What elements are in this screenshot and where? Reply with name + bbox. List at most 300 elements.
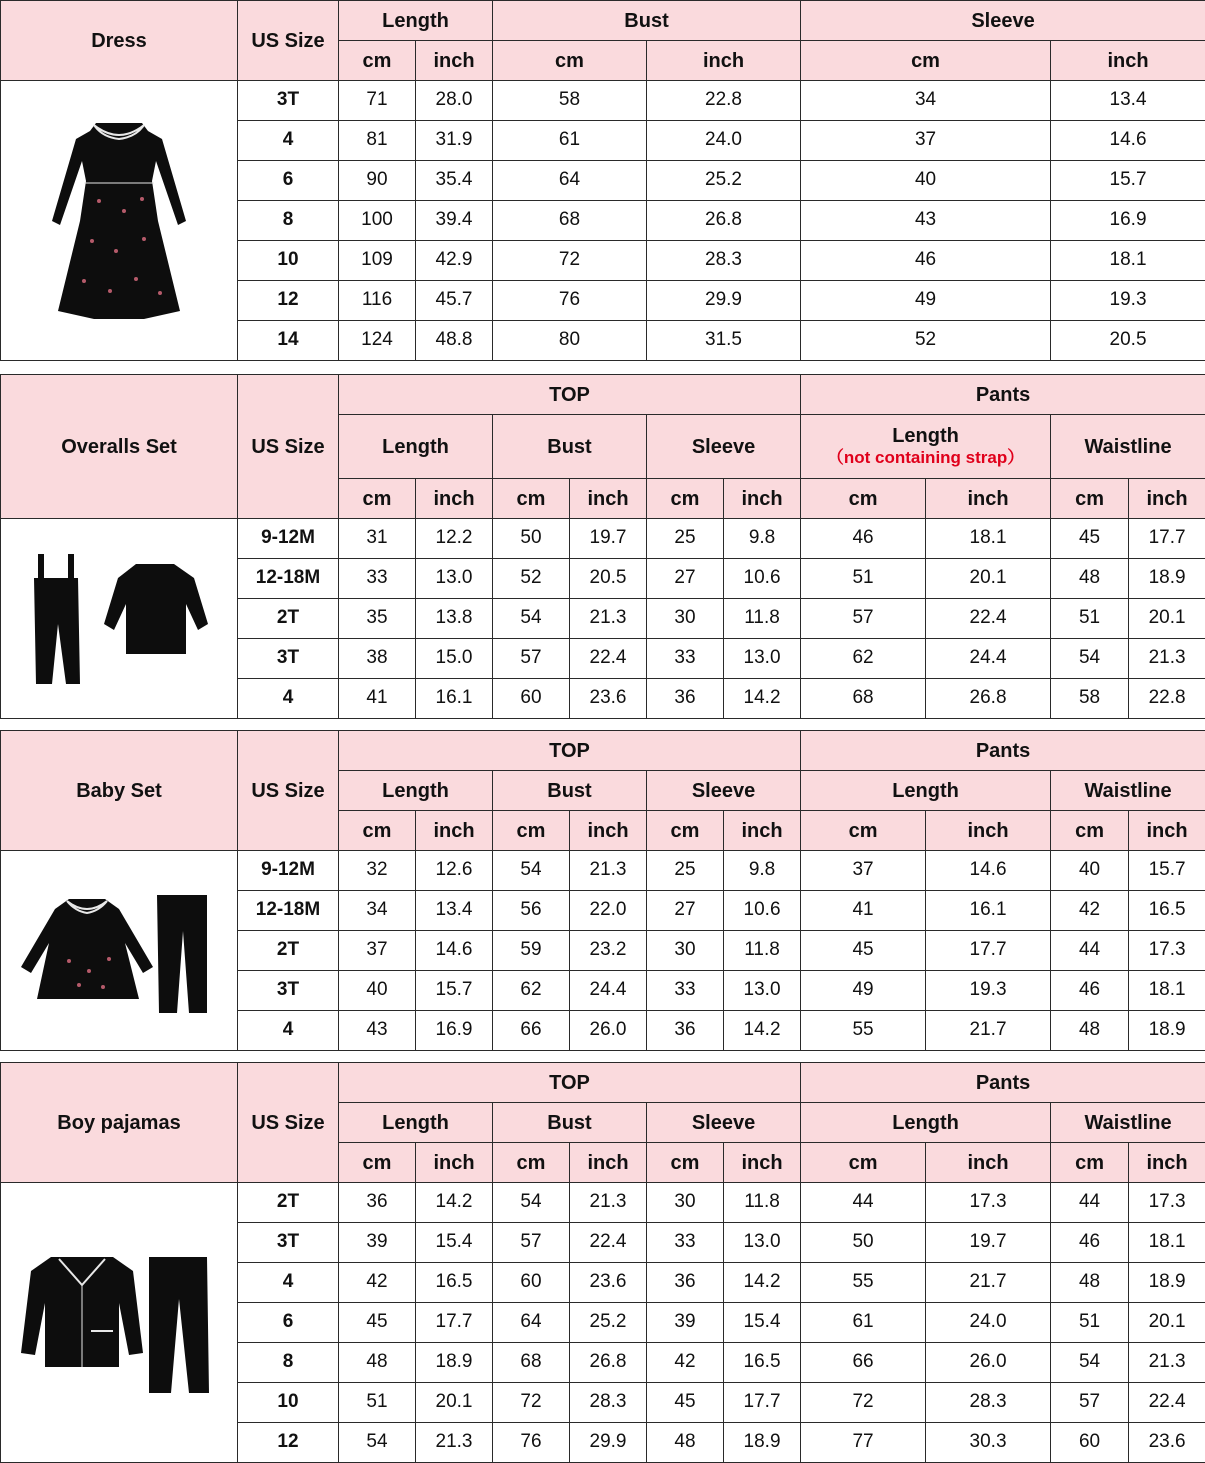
measurement-cell: 30 — [647, 931, 724, 971]
measurement-cell: 13.0 — [724, 639, 801, 679]
measurement-cell: 19.3 — [1051, 281, 1205, 321]
measurement-cell: 116 — [339, 281, 416, 321]
unit-header: inch — [926, 1143, 1051, 1183]
measurement-cell: 35.4 — [416, 161, 493, 201]
measurement-cell: 41 — [801, 891, 926, 931]
measurement-cell: 48 — [647, 1423, 724, 1463]
measurement-cell: 19.7 — [570, 519, 647, 559]
unit-header: cm — [339, 41, 416, 81]
top-header: TOP — [339, 1063, 801, 1103]
size-cell: 10 — [238, 1383, 339, 1423]
measurement-cell: 60 — [493, 1263, 570, 1303]
measurement-cell: 15.4 — [724, 1303, 801, 1343]
dress-size-chart — [0, 0, 1205, 360]
measurement-cell: 49 — [801, 971, 926, 1011]
measurement-cell: 41 — [339, 679, 416, 719]
measurement-cell: 22.4 — [1129, 1383, 1205, 1423]
measurement-cell: 45 — [1051, 519, 1129, 559]
measurement-cell: 30 — [647, 599, 724, 639]
size-cell: 4 — [238, 121, 339, 161]
measurement-cell: 57 — [801, 599, 926, 639]
measurement-cell: 17.3 — [926, 1183, 1051, 1223]
pants-length-header: Length — [801, 771, 1051, 811]
measurement-cell: 51 — [339, 1383, 416, 1423]
measurement-cell: 18.1 — [1129, 1223, 1205, 1263]
size-cell: 6 — [238, 161, 339, 201]
measurement-cell: 124 — [339, 321, 416, 361]
sleeve-header: Sleeve — [647, 415, 801, 479]
waistline-header: Waistline — [1051, 1103, 1205, 1143]
measurement-cell: 36 — [647, 679, 724, 719]
measurement-cell: 44 — [1051, 1183, 1129, 1223]
sleeve-header: Sleeve — [647, 1103, 801, 1143]
length-label: Length — [892, 425, 959, 448]
measurement-cell: 14.6 — [416, 931, 493, 971]
measurement-cell: 20.1 — [926, 559, 1051, 599]
measurement-cell: 14.2 — [724, 1263, 801, 1303]
measurement-cell: 62 — [493, 971, 570, 1011]
measurement-cell: 64 — [493, 161, 647, 201]
measurement-cell: 16.1 — [416, 679, 493, 719]
measurement-cell: 31 — [339, 519, 416, 559]
size-cell: 12-18M — [238, 891, 339, 931]
size-cell: 3T — [238, 1223, 339, 1263]
unit-header: cm — [647, 811, 724, 851]
measurement-cell: 24.4 — [570, 971, 647, 1011]
unit-header: cm — [493, 811, 570, 851]
unit-header: inch — [416, 1143, 493, 1183]
table-row — [1, 81, 1205, 121]
unit-header: inch — [416, 811, 493, 851]
overalls-size-chart — [0, 374, 1205, 718]
us-size-header: US Size — [238, 731, 339, 851]
measurement-cell: 21.3 — [570, 599, 647, 639]
measurement-cell: 42 — [1051, 891, 1129, 931]
measurement-cell: 37 — [339, 931, 416, 971]
measurement-cell: 15.0 — [416, 639, 493, 679]
overalls-set-icon — [24, 544, 214, 694]
measurement-cell: 22.8 — [647, 81, 801, 121]
measurement-cell: 9.8 — [724, 851, 801, 891]
pants-header: Pants — [801, 731, 1205, 771]
measurement-cell: 52 — [493, 559, 570, 599]
measurement-cell: 57 — [493, 639, 570, 679]
measurement-cell: 18.9 — [724, 1423, 801, 1463]
measurement-cell: 72 — [493, 1383, 570, 1423]
measurement-cell: 11.8 — [724, 1183, 801, 1223]
measurement-cell: 76 — [493, 281, 647, 321]
product-name: Baby Set — [1, 731, 238, 851]
measurement-cell: 16.5 — [1129, 891, 1205, 931]
measurement-cell: 17.7 — [416, 1303, 493, 1343]
measurement-cell: 29.9 — [647, 281, 801, 321]
size-cell: 4 — [238, 1263, 339, 1303]
measurement-cell: 10.6 — [724, 559, 801, 599]
boy-pajamas-icon — [19, 1243, 219, 1403]
measurement-cell: 42 — [647, 1343, 724, 1383]
size-cell: 8 — [238, 201, 339, 241]
unit-header: cm — [1051, 1143, 1129, 1183]
measurement-cell: 18.1 — [926, 519, 1051, 559]
measurement-cell: 80 — [493, 321, 647, 361]
measurement-cell: 39 — [647, 1303, 724, 1343]
measurement-cell: 13.8 — [416, 599, 493, 639]
measurement-cell: 68 — [493, 1343, 570, 1383]
measurement-cell: 15.7 — [1051, 161, 1205, 201]
measurement-cell: 21.7 — [926, 1011, 1051, 1051]
unit-header: inch — [570, 1143, 647, 1183]
measurement-cell: 54 — [339, 1423, 416, 1463]
measurement-cell: 33 — [647, 639, 724, 679]
measurement-cell: 45 — [647, 1383, 724, 1423]
length-header: Length — [339, 771, 493, 811]
measurement-cell: 11.8 — [724, 931, 801, 971]
measurement-cell: 34 — [801, 81, 1051, 121]
unit-header: inch — [570, 811, 647, 851]
measurement-cell: 40 — [339, 971, 416, 1011]
measurement-cell: 22.8 — [1129, 679, 1205, 719]
measurement-cell: 24.0 — [647, 121, 801, 161]
measurement-cell: 23.6 — [570, 679, 647, 719]
product-name: Dress — [1, 1, 238, 81]
measurement-cell: 23.6 — [570, 1263, 647, 1303]
measurement-cell: 33 — [647, 971, 724, 1011]
measurement-cell: 59 — [493, 931, 570, 971]
measurement-cell: 26.8 — [647, 201, 801, 241]
measurement-cell: 28.3 — [570, 1383, 647, 1423]
measurement-cell: 45 — [801, 931, 926, 971]
measurement-cell: 60 — [1051, 1423, 1129, 1463]
product-image — [1, 519, 238, 719]
measurement-cell: 18.1 — [1129, 971, 1205, 1011]
measurement-cell: 39 — [339, 1223, 416, 1263]
measurement-cell: 27 — [647, 891, 724, 931]
measurement-cell: 48 — [1051, 1263, 1129, 1303]
measurement-cell: 44 — [1051, 931, 1129, 971]
measurement-cell: 21.3 — [570, 1183, 647, 1223]
measurement-cell: 9.8 — [724, 519, 801, 559]
table-row — [1, 519, 1205, 559]
unit-header: inch — [570, 479, 647, 519]
boy-pajamas-size-chart — [0, 1062, 1205, 1462]
size-cell: 3T — [238, 639, 339, 679]
measurement-cell: 29.9 — [570, 1423, 647, 1463]
size-cell: 2T — [238, 931, 339, 971]
measurement-cell: 22.0 — [570, 891, 647, 931]
measurement-cell: 46 — [801, 241, 1051, 281]
bust-header: Bust — [493, 1103, 647, 1143]
measurement-cell: 57 — [1051, 1383, 1129, 1423]
measurement-cell: 51 — [1051, 1303, 1129, 1343]
sleeve-header: Sleeve — [801, 1, 1205, 41]
measurement-cell: 18.9 — [416, 1343, 493, 1383]
waistline-header: Waistline — [1051, 415, 1205, 479]
measurement-cell: 23.2 — [570, 931, 647, 971]
measurement-cell: 20.1 — [1129, 1303, 1205, 1343]
length-header: Length — [339, 1103, 493, 1143]
measurement-cell: 10.6 — [724, 891, 801, 931]
bust-header: Bust — [493, 415, 647, 479]
measurement-cell: 36 — [647, 1263, 724, 1303]
measurement-cell: 76 — [493, 1423, 570, 1463]
unit-header: cm — [801, 811, 926, 851]
product-name: Boy pajamas — [1, 1063, 238, 1183]
measurement-cell: 14.2 — [416, 1183, 493, 1223]
measurement-cell: 44 — [801, 1183, 926, 1223]
measurement-cell: 14.6 — [1051, 121, 1205, 161]
measurement-cell: 13.4 — [416, 891, 493, 931]
product-image — [1, 81, 238, 361]
measurement-cell: 21.3 — [1129, 1343, 1205, 1383]
unit-header: cm — [1051, 479, 1129, 519]
unit-header: cm — [339, 811, 416, 851]
unit-header: inch — [1129, 479, 1205, 519]
measurement-cell: 31.9 — [416, 121, 493, 161]
measurement-cell: 56 — [493, 891, 570, 931]
pants-length-header: Length — [801, 1103, 1051, 1143]
size-cell: 12-18M — [238, 559, 339, 599]
measurement-cell: 17.7 — [926, 931, 1051, 971]
waistline-header: Waistline — [1051, 771, 1205, 811]
measurement-cell: 15.7 — [416, 971, 493, 1011]
measurement-cell: 28.3 — [926, 1383, 1051, 1423]
measurement-cell: 54 — [493, 1183, 570, 1223]
measurement-cell: 21.3 — [1129, 639, 1205, 679]
measurement-cell: 45.7 — [416, 281, 493, 321]
measurement-cell: 35 — [339, 599, 416, 639]
measurement-cell: 48 — [339, 1343, 416, 1383]
size-cell: 9-12M — [238, 519, 339, 559]
measurement-cell: 90 — [339, 161, 416, 201]
measurement-cell: 71 — [339, 81, 416, 121]
measurement-cell: 16.5 — [724, 1343, 801, 1383]
measurement-cell: 68 — [801, 679, 926, 719]
measurement-cell: 42.9 — [416, 241, 493, 281]
baby-set-size-chart — [0, 730, 1205, 1050]
measurement-cell: 58 — [493, 81, 647, 121]
measurement-cell: 20.5 — [1051, 321, 1205, 361]
measurement-cell: 109 — [339, 241, 416, 281]
strap-note: （not containing strap） — [826, 448, 1025, 468]
measurement-cell: 20.1 — [416, 1383, 493, 1423]
measurement-cell: 28.0 — [416, 81, 493, 121]
measurement-cell: 60 — [493, 679, 570, 719]
measurement-cell: 40 — [801, 161, 1051, 201]
us-size-header: US Size — [238, 1063, 339, 1183]
measurement-cell: 34 — [339, 891, 416, 931]
measurement-cell: 19.3 — [926, 971, 1051, 1011]
measurement-cell: 21.3 — [570, 851, 647, 891]
measurement-cell: 37 — [801, 121, 1051, 161]
measurement-cell: 61 — [801, 1303, 926, 1343]
size-cell: 10 — [238, 241, 339, 281]
unit-header: inch — [1051, 41, 1205, 81]
size-cell: 2T — [238, 1183, 339, 1223]
bust-header: Bust — [493, 771, 647, 811]
measurement-cell: 22.4 — [926, 599, 1051, 639]
sleeve-header: Sleeve — [647, 771, 801, 811]
unit-header: inch — [724, 479, 801, 519]
pants-header: Pants — [801, 1063, 1205, 1103]
measurement-cell: 30.3 — [926, 1423, 1051, 1463]
measurement-cell: 26.0 — [570, 1011, 647, 1051]
measurement-cell: 25.2 — [570, 1303, 647, 1343]
measurement-cell: 52 — [801, 321, 1051, 361]
measurement-cell: 32 — [339, 851, 416, 891]
measurement-cell: 100 — [339, 201, 416, 241]
measurement-cell: 13.4 — [1051, 81, 1205, 121]
unit-header: cm — [493, 41, 647, 81]
unit-header: cm — [801, 41, 1051, 81]
measurement-cell: 21.3 — [416, 1423, 493, 1463]
measurement-cell: 54 — [1051, 639, 1129, 679]
measurement-cell: 66 — [801, 1343, 926, 1383]
product-image — [1, 1183, 238, 1463]
unit-header: inch — [1129, 811, 1205, 851]
measurement-cell: 55 — [801, 1263, 926, 1303]
size-cell: 6 — [238, 1303, 339, 1343]
measurement-cell: 24.4 — [926, 639, 1051, 679]
measurement-cell: 50 — [801, 1223, 926, 1263]
measurement-cell: 46 — [801, 519, 926, 559]
measurement-cell: 33 — [339, 559, 416, 599]
measurement-cell: 13.0 — [724, 971, 801, 1011]
length-header: Length — [339, 1, 493, 41]
measurement-cell: 17.7 — [724, 1383, 801, 1423]
measurement-cell: 17.7 — [1129, 519, 1205, 559]
measurement-cell: 27 — [647, 559, 724, 599]
measurement-cell: 51 — [801, 559, 926, 599]
measurement-cell: 23.6 — [1129, 1423, 1205, 1463]
measurement-cell: 25 — [647, 851, 724, 891]
measurement-cell: 46 — [1051, 1223, 1129, 1263]
measurement-cell: 15.7 — [1129, 851, 1205, 891]
size-cell: 3T — [238, 971, 339, 1011]
unit-header: inch — [1129, 1143, 1205, 1183]
measurement-cell: 11.8 — [724, 599, 801, 639]
measurement-cell: 72 — [493, 241, 647, 281]
size-cell: 9-12M — [238, 851, 339, 891]
measurement-cell: 64 — [493, 1303, 570, 1343]
measurement-cell: 57 — [493, 1223, 570, 1263]
size-cell: 4 — [238, 679, 339, 719]
measurement-cell: 14.2 — [724, 679, 801, 719]
size-cell: 12 — [238, 281, 339, 321]
measurement-cell: 54 — [1051, 1343, 1129, 1383]
top-header: TOP — [339, 731, 801, 771]
measurement-cell: 43 — [801, 201, 1051, 241]
measurement-cell: 22.4 — [570, 1223, 647, 1263]
measurement-cell: 33 — [647, 1223, 724, 1263]
measurement-cell: 18.9 — [1129, 1011, 1205, 1051]
unit-header: cm — [801, 1143, 926, 1183]
measurement-cell: 25.2 — [647, 161, 801, 201]
unit-header: inch — [724, 1143, 801, 1183]
pants-header: Pants — [801, 375, 1205, 415]
unit-header: cm — [493, 1143, 570, 1183]
measurement-cell: 45 — [339, 1303, 416, 1343]
measurement-cell: 18.1 — [1051, 241, 1205, 281]
bust-header: Bust — [493, 1, 801, 41]
measurement-cell: 12.2 — [416, 519, 493, 559]
unit-header: inch — [926, 479, 1051, 519]
measurement-cell: 42 — [339, 1263, 416, 1303]
unit-header: cm — [801, 479, 926, 519]
measurement-cell: 61 — [493, 121, 647, 161]
measurement-cell: 24.0 — [926, 1303, 1051, 1343]
measurement-cell: 25 — [647, 519, 724, 559]
measurement-cell: 40 — [1051, 851, 1129, 891]
size-cell: 2T — [238, 599, 339, 639]
velvet-dress-icon — [44, 111, 194, 331]
measurement-cell: 19.7 — [926, 1223, 1051, 1263]
size-cell: 12 — [238, 1423, 339, 1463]
unit-header: inch — [416, 41, 493, 81]
measurement-cell: 17.3 — [1129, 1183, 1205, 1223]
measurement-cell: 13.0 — [724, 1223, 801, 1263]
measurement-cell: 22.4 — [570, 639, 647, 679]
size-cell: 8 — [238, 1343, 339, 1383]
measurement-cell: 36 — [647, 1011, 724, 1051]
measurement-cell: 18.9 — [1129, 1263, 1205, 1303]
us-size-header: US Size — [238, 375, 339, 519]
measurement-cell: 81 — [339, 121, 416, 161]
measurement-cell: 28.3 — [647, 241, 801, 281]
measurement-cell: 26.8 — [926, 679, 1051, 719]
measurement-cell: 13.0 — [416, 559, 493, 599]
measurement-cell: 50 — [493, 519, 570, 559]
size-cell: 14 — [238, 321, 339, 361]
product-name: Overalls Set — [1, 375, 238, 519]
unit-header: inch — [416, 479, 493, 519]
measurement-cell: 30 — [647, 1183, 724, 1223]
unit-header: cm — [647, 1143, 724, 1183]
unit-header: cm — [647, 479, 724, 519]
unit-header: cm — [1051, 811, 1129, 851]
measurement-cell: 54 — [493, 851, 570, 891]
measurement-cell: 68 — [493, 201, 647, 241]
top-header: TOP — [339, 375, 801, 415]
measurement-cell: 48 — [1051, 559, 1129, 599]
measurement-cell: 14.6 — [926, 851, 1051, 891]
table-row — [1, 851, 1205, 891]
measurement-cell: 26.0 — [926, 1343, 1051, 1383]
baby-set-icon — [19, 881, 219, 1021]
measurement-cell: 12.6 — [416, 851, 493, 891]
measurement-cell: 51 — [1051, 599, 1129, 639]
table-row — [1, 1183, 1205, 1223]
measurement-cell: 55 — [801, 1011, 926, 1051]
measurement-cell: 48 — [1051, 1011, 1129, 1051]
measurement-cell: 38 — [339, 639, 416, 679]
size-cell: 4 — [238, 1011, 339, 1051]
measurement-cell: 16.9 — [1051, 201, 1205, 241]
measurement-cell: 18.9 — [1129, 559, 1205, 599]
measurement-cell: 66 — [493, 1011, 570, 1051]
unit-header: cm — [339, 1143, 416, 1183]
measurement-cell: 77 — [801, 1423, 926, 1463]
measurement-cell: 16.9 — [416, 1011, 493, 1051]
unit-header: cm — [493, 479, 570, 519]
pants-length-header — [801, 415, 1051, 479]
measurement-cell: 49 — [801, 281, 1051, 321]
measurement-cell: 15.4 — [416, 1223, 493, 1263]
measurement-cell: 54 — [493, 599, 570, 639]
size-cell: 3T — [238, 81, 339, 121]
measurement-cell: 62 — [801, 639, 926, 679]
measurement-cell: 43 — [339, 1011, 416, 1051]
measurement-cell: 26.8 — [570, 1343, 647, 1383]
